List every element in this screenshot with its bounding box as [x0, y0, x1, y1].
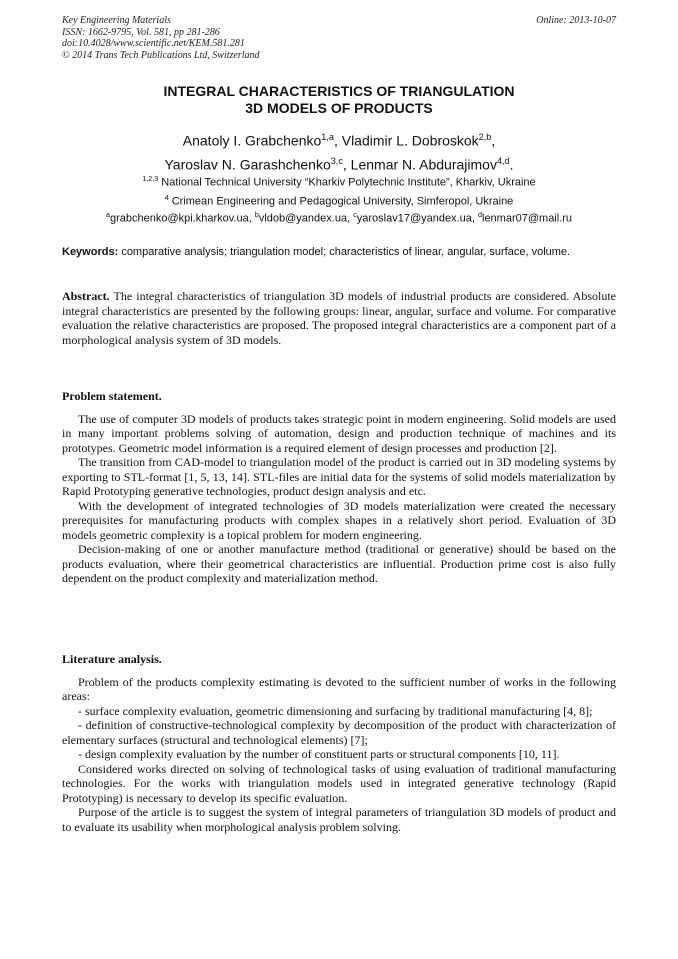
affiliation-1 [62, 172, 616, 191]
author-name: Vladimir L. Dobroskok [341, 132, 479, 149]
email-link[interactable]: grabchenko@kpi.kharkov.ua [109, 212, 249, 225]
keywords-label: Keywords: [62, 246, 119, 258]
abstract [62, 289, 616, 347]
abstract-label: Abstract. [62, 289, 110, 303]
abstract-text: The integral characteristics of triangulation 3D models of industrial products are considered. Absolute integral characteristics are presented by the following groups: linear, angular, surface and volume. For comparative evaluation the relative characteristics are proposed. The proposed integral characteristics are a component part of a morphological analysis system of 3D models. [62, 289, 616, 347]
section-heading: Literature analysis. [62, 652, 162, 666]
author-sup: 4,d [496, 155, 510, 166]
journal-name: Key Engineering Materials [62, 15, 171, 26]
affiliation-2 [62, 191, 616, 210]
affiliation-text: National Technical University “Kharkiv Polytechnic Institute”, Kharkiv, Ukraine [161, 176, 536, 189]
affiliations [62, 172, 616, 209]
keywords-text: comparative analysis; triangulation model; characteristics of linear, angular, surface, volume. [121, 246, 571, 258]
email-sup: c [353, 211, 357, 219]
list-item: - definition of constructive-technological complexity by decomposition of the product with characterization of elementary surfaces (structural and technological elements) [7]; [62, 718, 616, 747]
affiliation-sup: 1,2,3 [142, 175, 159, 183]
author-name: Yaroslav N. Garashchenko [164, 156, 331, 173]
author-line-1: Anatoly I. Grabchenko$^{1,a}$, Vladimir L. Dobroskok$^{2,b}$, [182, 132, 496, 149]
paragraph: The use of computer 3D models of products takes strategic point in modern engineering. Solid models are used in many important problems solving of automation, design and production technique of machines and its prototypes. Geometric model information is a required element of design processes and production [2]. [62, 411, 616, 455]
author-sup: 2,b [478, 132, 492, 142]
paragraph: With the development of integrated technologies of 3D models materialization were created the necessary prerequisites for manufacturing products with complex shapes in a relatively short period. Evaluation of 3D models geometric complexity is a topical problem for modern engineering. [62, 498, 616, 542]
paragraph: Considered works directed on solving of technological tasks of using evaluation of traditional manufacturing technologies. For the works with triangulation models used in integrated generative technology (Rapid Prototyping) is necessary to develop its specific evaluation. [62, 761, 616, 805]
email-link[interactable]: vldob@yandex.ua [258, 212, 348, 225]
author-sup: 3,c [330, 155, 343, 166]
email-link[interactable]: lenmar07@mail.ru [482, 212, 573, 225]
issn: ISSN: 1662-9795, Vol. 581, pp 281-286 [62, 26, 220, 38]
section-literature-analysis [62, 652, 616, 834]
email-sup: d [478, 211, 482, 219]
title-line-2: 3D MODELS OF PRODUCTS [245, 100, 433, 116]
list-item: - surface complexity evaluation, geometric dimensioning and surfacing by traditional manufacturing [4, 8]; [78, 703, 593, 718]
paper-title [62, 83, 616, 117]
journal-header [62, 15, 616, 61]
list-item: - design complexity evaluation by the number of constituent parts or structural components [10, 11]. [78, 747, 560, 761]
online-date: Online: 2013-10-07 [536, 15, 616, 26]
affiliation-text: Crimean Engineering and Pedagogical University, Simferopol, Ukraine [171, 195, 514, 208]
doi: doi:10.4028/www.scientific.net/KEM.581.281 [62, 38, 245, 49]
author-list [62, 127, 616, 174]
author-line-2: Yaroslav N. Garashchenko$^{3,c}$, Lenmar N. Abdurajimov$^{4,d}$. [164, 155, 514, 173]
copyright: © 2014 Trans Tech Publications Ltd, Switzerland [62, 49, 260, 61]
email-link[interactable]: yaroslav17@yandex.ua [356, 212, 472, 225]
section-heading: Problem statement. [62, 389, 162, 403]
keywords [62, 245, 616, 259]
paragraph: Decision-making of one or another manufacture method (traditional or generative) should be based on the products evaluation, where their geometrical characteristics are influential. Production prime cost is also fully dependent on the product complexity and materialization method. [62, 542, 616, 585]
paragraph: Purpose of the article is to suggest the system of integral parameters of triangulation 3D models of product and to evaluate its usability when morphological analysis problem solving. [62, 805, 616, 834]
author-emails: $^a$grabchenko@kpi.kharkov.ua, $^b$vldob@yandex.ua, $^c$yaroslav17@yandex.ua, $^d$lenmar07@mail.ru [105, 211, 573, 225]
author-name: Lenmar N. Abdurajimov [350, 156, 497, 173]
paragraph: The transition from CAD-model to triangulation model of the product is carried out in 3D modeling systems by exporting to STL-format [1, 5, 13, 14]. STL-files are initial data for the systems of solid models materialization by Rapid Prototyping generative technologies, product design analysis and etc. [62, 455, 616, 498]
email-sup: a [105, 211, 110, 219]
paragraph: Problem of the products complexity estimating is devoted to the sufficient number of works in the following areas: [62, 674, 616, 703]
title-line-1: INTEGRAL CHARACTERISTICS OF TRIANGULATION [163, 83, 515, 99]
author-name: Anatoly I. Grabchenko [182, 132, 322, 149]
section-problem-statement [62, 389, 616, 586]
affiliation-sup: 4 [164, 193, 169, 202]
email-sup: b [254, 211, 259, 219]
author-sup: 1,a [321, 132, 334, 142]
